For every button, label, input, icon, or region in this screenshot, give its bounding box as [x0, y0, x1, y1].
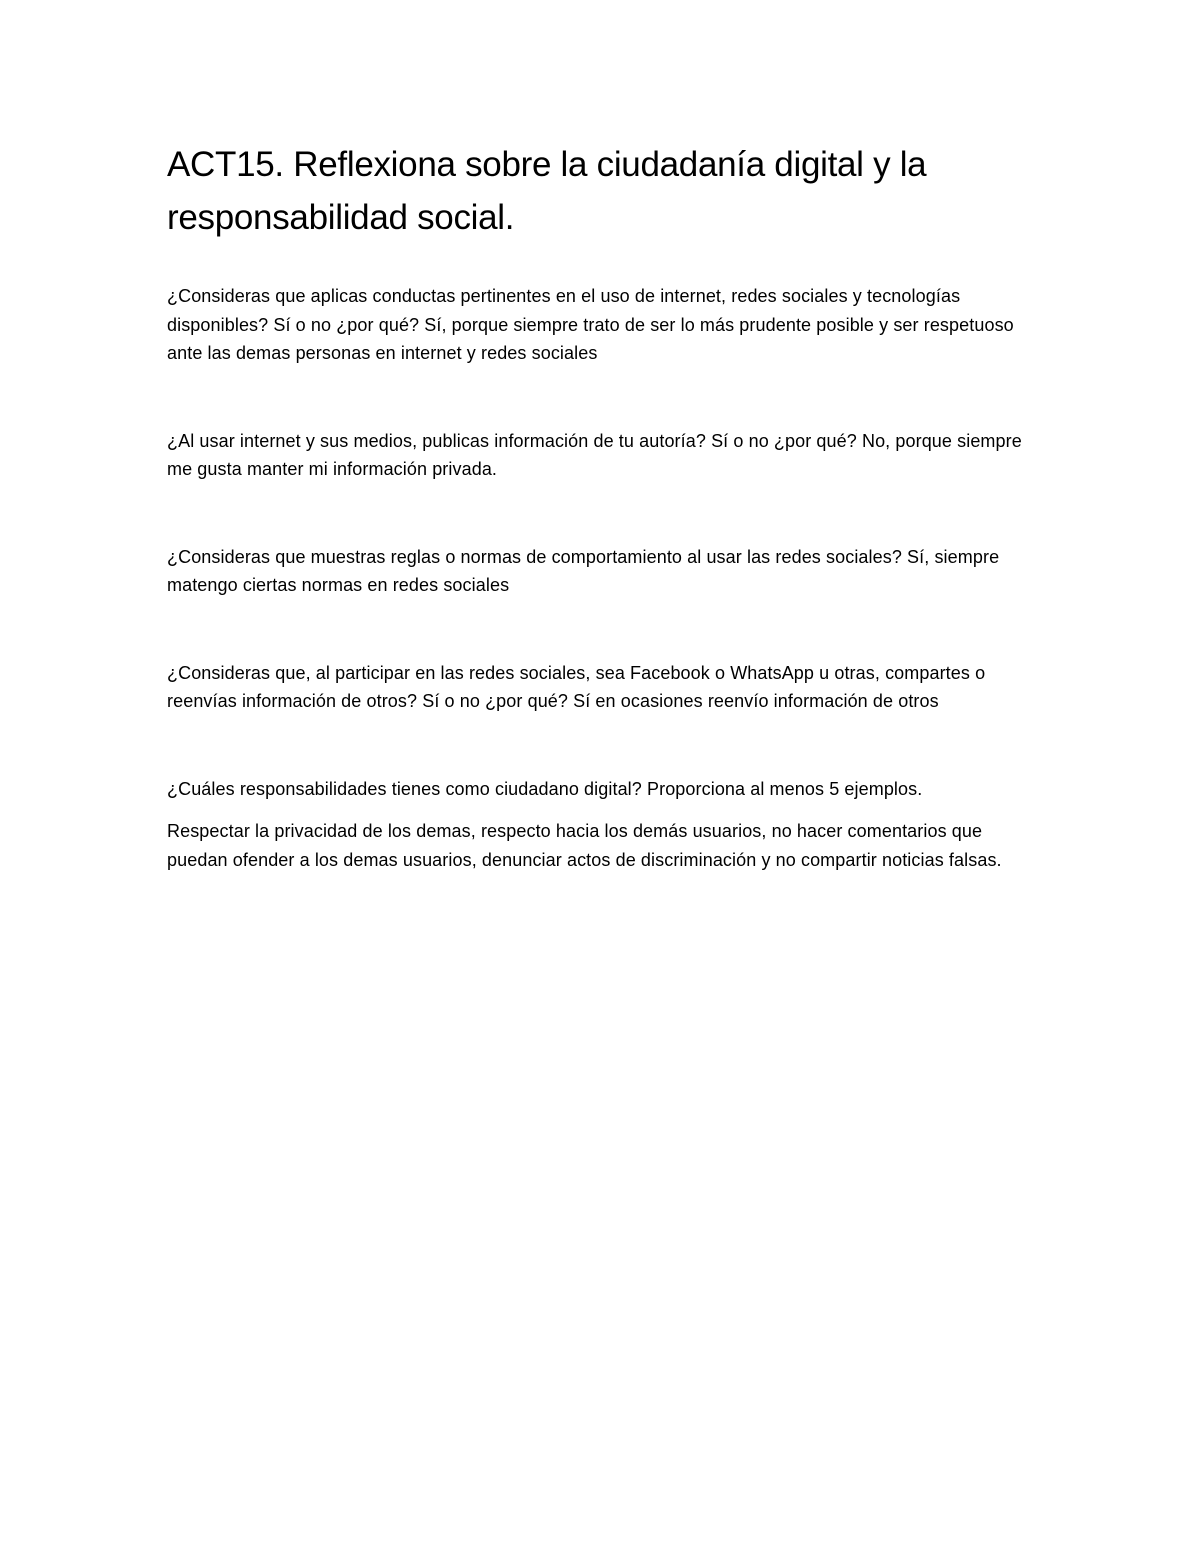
question-autoria: ¿Al usar internet y sus medios, publicas información de tu autoría? Sí o no ¿por qué? No, porque siempre me gusta manter mi información privada.: [167, 430, 1022, 479]
question-compartir: ¿Consideras que, al participar en las redes sociales, sea Facebook o WhatsApp u otras, compartes o reenvías información de otros? Sí o no ¿por qué? Sí en ocasiones reenvío información de otros: [167, 662, 986, 711]
document-title: ACT15. Reflexiona sobre la ciudadanía digital y la responsabilidad social.: [167, 145, 927, 237]
answer-responsabilidades: Respectar la privacidad de los demas, respecto hacia los demás usuarios, no hacer comentarios que puedan ofender a los demas usuarios, denunciar actos de discriminación y no compartir noticias falsas.: [167, 821, 1002, 870]
question-responsabilidades: ¿Cuáles responsabilidades tienes como ciudadano digital? Proporciona al menos 5 ejemplos.: [167, 778, 923, 799]
question-conductas: ¿Consideras que aplicas conductas pertinentes en el uso de internet, redes sociales y tecnologías disponibles? Sí o no ¿por qué? Sí, porque siempre trato de ser lo más prudente posible y ser respetuoso ante las demas personas en internet y redes sociales: [167, 286, 1014, 363]
question-normas: ¿Consideras que muestras reglas o normas de comportamiento al usar las redes sociales? Sí, siempre matengo ciertas normas en redes sociales: [167, 546, 1000, 595]
document-body: [167, 138, 1037, 874]
